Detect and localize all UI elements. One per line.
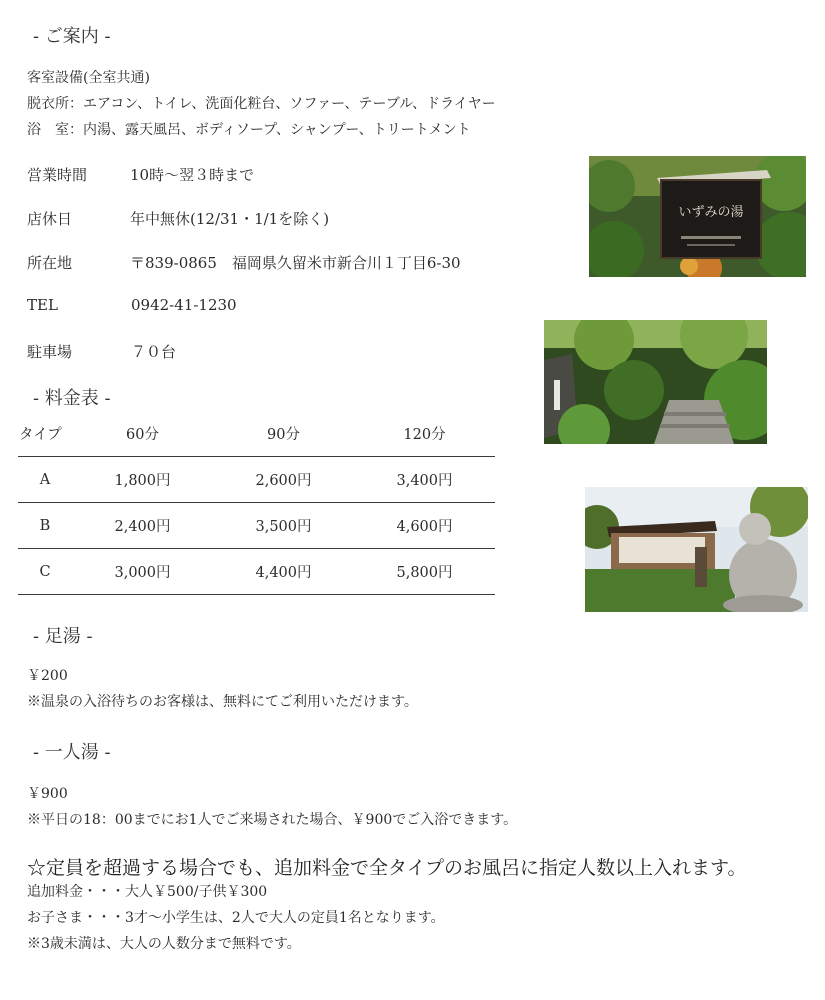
solo-price: ￥900 <box>27 786 68 802</box>
info-label-parking: 駐車場 <box>27 343 73 361</box>
solo-heading: - 一人湯 - <box>33 742 111 763</box>
extra-fee: 追加料金・・・大人￥500/子供￥300 <box>27 884 268 900</box>
extra-infants: ※3歳未満は、大人の人数分まで無料です。 <box>27 936 301 952</box>
shrine-statue-photo <box>585 487 808 612</box>
header-90min: 90分 <box>267 426 300 443</box>
price-heading: - 料金表 - <box>33 388 111 409</box>
info-value-parking: ７０台 <box>131 343 177 361</box>
dressing-room-facilities: 脱衣所：エアコン、トイレ、洗面化粧台、ソファー、テーブル、ドライヤー <box>27 96 496 112</box>
price-cell: 2,600円 <box>213 457 354 503</box>
price-cell: 4,400円 <box>213 549 354 595</box>
info-value-tel: 0942-41-1230 <box>131 296 237 314</box>
row-type: A <box>18 457 72 503</box>
extra-notice: ☆定員を超過する場合でも、追加料金で全タイプのお風呂に指定人数以上入れます。 <box>27 857 747 879</box>
price-cell: 2,400円 <box>72 503 213 549</box>
price-table-header <box>18 410 495 457</box>
footbath-heading: - 足湯 - <box>33 626 93 647</box>
price-table <box>18 410 495 595</box>
sign-text: いずみの湯 <box>678 205 744 220</box>
row-type: B <box>18 503 72 549</box>
footbath-price: ￥200 <box>27 668 68 684</box>
entrance-sign-photo <box>589 156 806 277</box>
extra-children: お子さま・・・3才～小学生は、2人で大人の定員1名となります。 <box>27 910 445 926</box>
info-label-hours: 営業時間 <box>27 166 88 184</box>
solo-note: ※平日の18：00までにお1人でご来場された場合、￥900でご入浴できます。 <box>27 812 518 828</box>
price-row-c <box>18 549 495 595</box>
info-value-address: 〒839-0865 福岡県久留米市新合川１丁目6-30 <box>130 254 461 272</box>
info-label-address: 所在地 <box>27 254 73 272</box>
header-type: タイプ <box>19 426 62 443</box>
info-value-hours: 10時～翌３時まで <box>130 166 255 184</box>
price-cell: 4,600円 <box>354 503 495 549</box>
price-row-b <box>18 503 495 549</box>
price-row-a <box>18 457 495 503</box>
room-facilities-title: 客室設備(全室共通) <box>27 70 150 86</box>
header-120min: 120分 <box>403 426 446 443</box>
header-60min: 60分 <box>126 426 159 443</box>
footbath-note: ※温泉の入浴待ちのお客様は、無料にてご利用いただけます。 <box>27 694 418 710</box>
info-value-closed: 年中無休(12/31・1/1を除く) <box>130 210 330 228</box>
guide-heading: - ご案内 - <box>33 26 111 47</box>
garden-path-photo <box>544 320 767 444</box>
row-type: C <box>18 549 72 595</box>
info-label-closed: 店休日 <box>27 210 73 228</box>
price-cell: 5,800円 <box>354 549 495 595</box>
bathroom-facilities: 浴 室：内湯、露天風呂、ボディソープ、シャンプー、トリートメント <box>27 122 471 138</box>
info-label-tel: TEL <box>27 296 58 314</box>
price-cell: 3,400円 <box>354 457 495 503</box>
price-cell: 1,800円 <box>72 457 213 503</box>
price-cell: 3,500円 <box>213 503 354 549</box>
price-cell: 3,000円 <box>72 549 213 595</box>
